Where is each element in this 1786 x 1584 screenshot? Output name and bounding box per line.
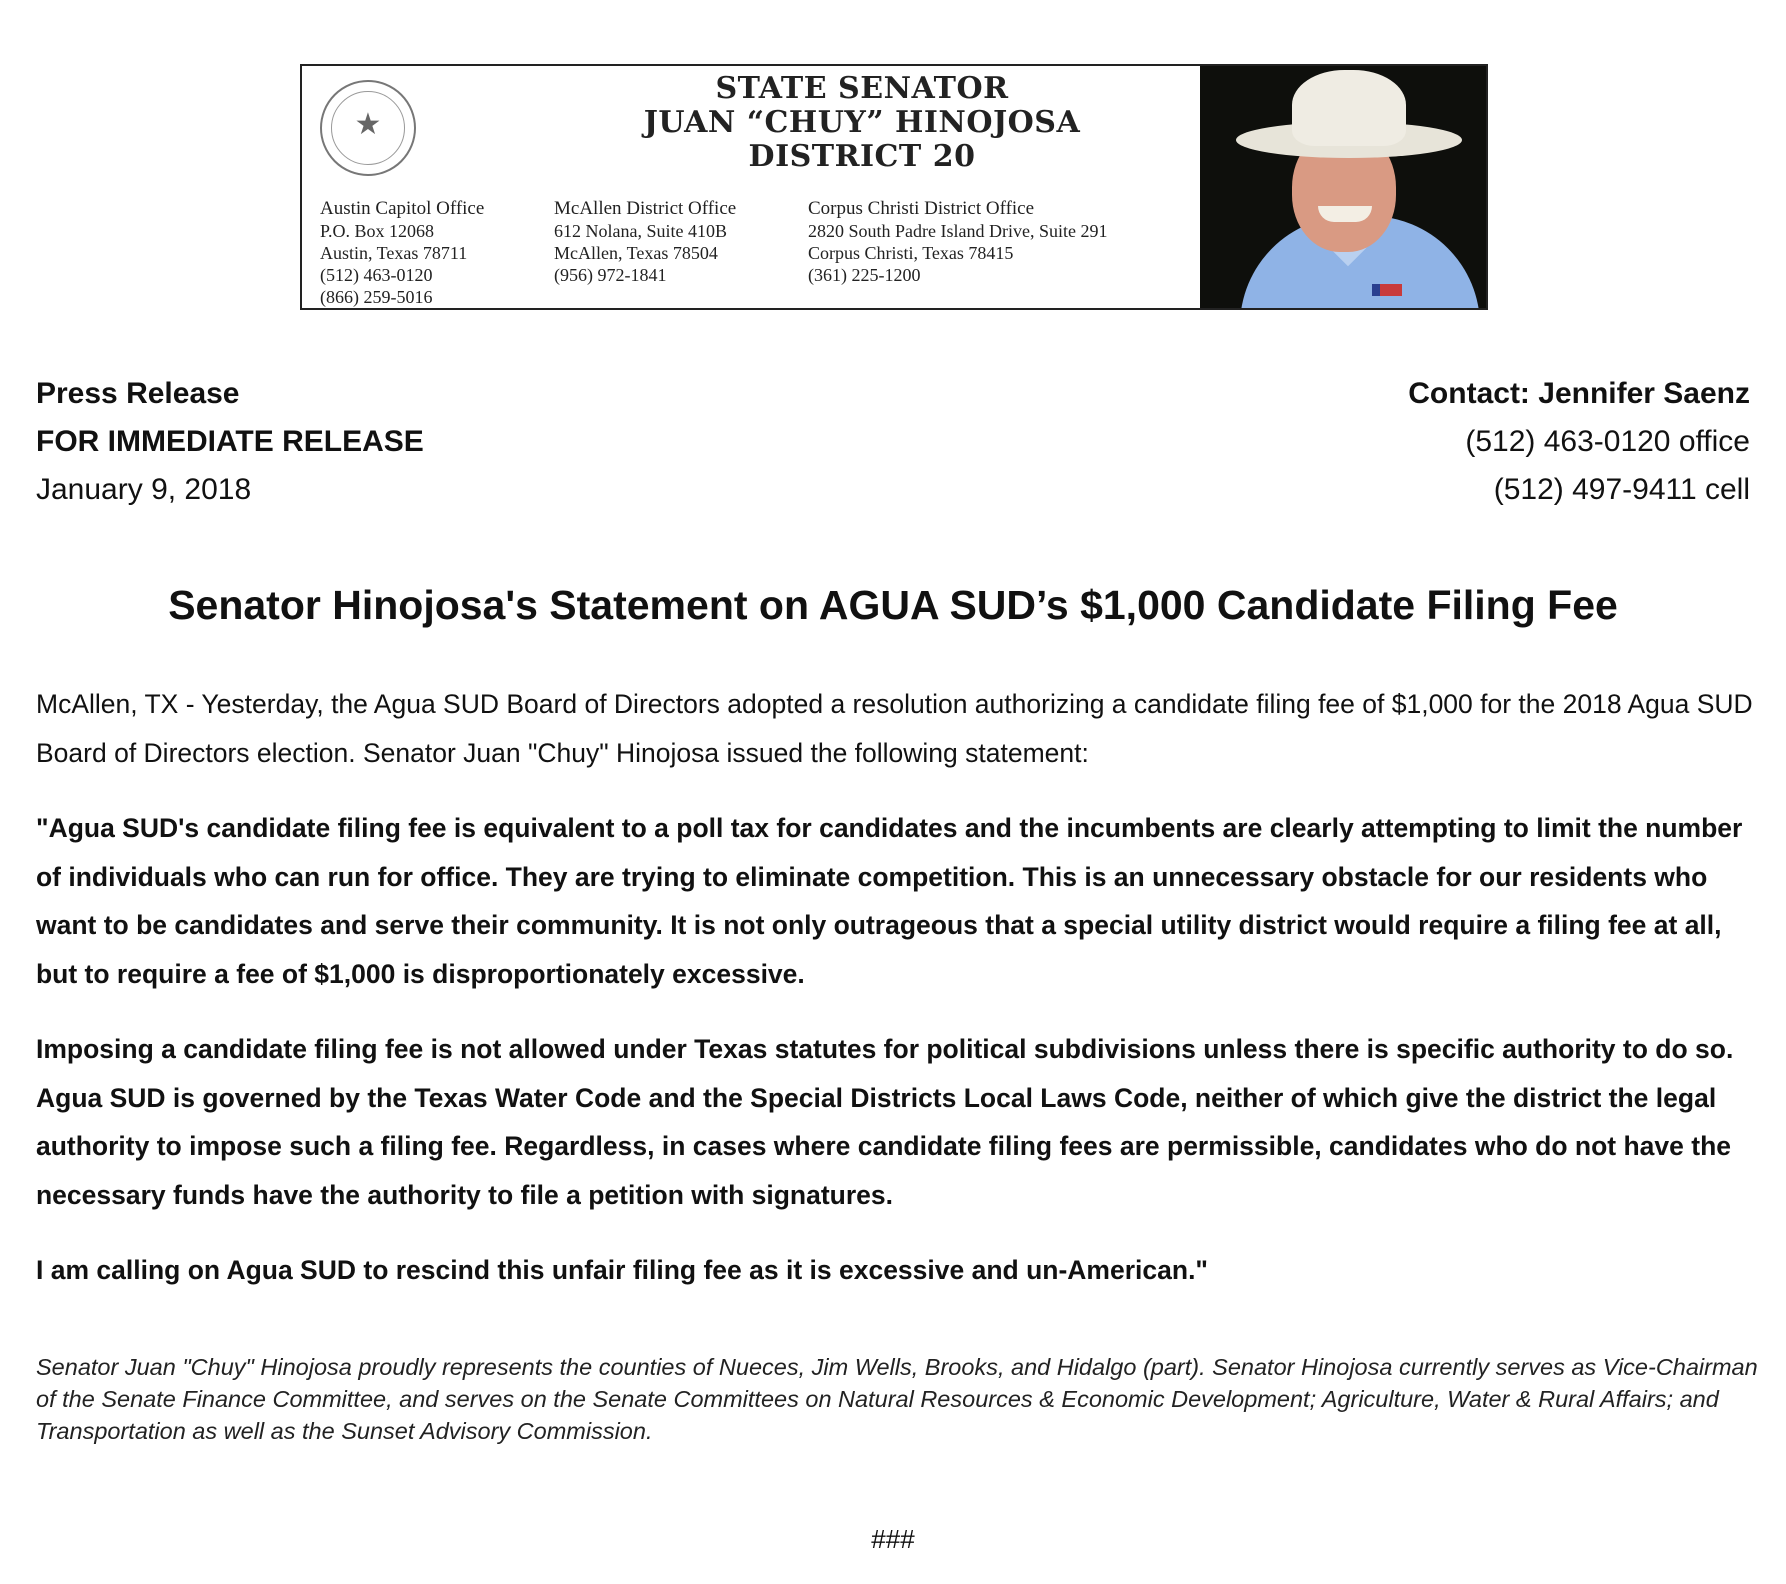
office-line: McAllen, Texas 78504 [554, 243, 718, 263]
office-line: P.O. Box 12068 [320, 221, 435, 241]
quote-paragraph-1 [36, 804, 1766, 998]
office-line: 612 Nolana, Suite 410B [554, 221, 727, 241]
letterhead [300, 64, 1488, 310]
release-type: Press Release [36, 377, 240, 410]
office-line: 2820 South Padre Island Drive, Suite 291 [808, 221, 1108, 241]
contact-info [1408, 370, 1750, 514]
office-corpus-christi [808, 198, 1107, 286]
contact-office-phone: (512) 463-0120 office [1465, 425, 1750, 458]
quote-text: Imposing a candidate filing fee is not allowed under Texas statutes for political subdivisions unless there is specific authority to do so. Agua SUD is governed by the Texas Water Code and the Special Districts Local Laws Code, neither of which give the district the legal authority to impose such a filing fee. Regardless, in cases where candidate filing fees are permissible, candidates who do not have the necessary funds have the authority to file a petition with signatures. [36, 1034, 1734, 1210]
office-mcallen [554, 198, 736, 286]
end-mark: ### [871, 1524, 915, 1554]
quote-paragraph-3 [36, 1246, 1766, 1295]
release-info [36, 370, 424, 514]
senator-portrait-photo [1200, 66, 1486, 308]
letterhead-title-line: JUAN “CHUY” HINOJOSA [643, 105, 1081, 140]
letterhead-title-line: DISTRICT 20 [748, 139, 976, 174]
release-date: January 9, 2018 [36, 473, 252, 506]
office-name: Corpus Christi District Office [808, 198, 1035, 219]
quote-text: "Agua SUD's candidate filing fee is equivalent to a poll tax for candidates and the incumbents are clearly attempting to limit the number of individuals who can run for office. They are trying to eliminate competition. This is an unnecessary obstacle for our residents who want to be candidates and serve their community. It is not only outrageous that a special utility district would require a filing fee at all, but to require a fee of $1,000 is disproportionately excessive. [36, 813, 1743, 989]
letterhead-title-line: STATE SENATOR [715, 71, 1009, 106]
office-line: (361) 225-1200 [808, 265, 921, 285]
senate-seal-icon [320, 80, 416, 176]
release-timing: FOR IMMEDIATE RELEASE [36, 425, 424, 458]
senator-bio: Senator Juan "Chuy" Hinojosa proudly represents the counties of Nueces, Jim Wells, Brooks, and Hidalgo (part). Senator Hinojosa currently serves as Vice-Chairman of the Senate Finance Committee, and serves on the Senate Committees on Natural Resources & Economic Development; Agriculture, Water & Rural Affairs; and Transportation as well as the Sunset Advisory Commission. [36, 1354, 1758, 1444]
press-release-title: Senator Hinojosa's Statement on AGUA SUD’s $1,000 Candidate Filing Fee [168, 582, 1618, 628]
office-line: Austin, Texas 78711 [320, 243, 468, 263]
office-name: Austin Capitol Office [320, 198, 485, 219]
office-name: McAllen District Office [554, 198, 737, 219]
contact-name: Contact: Jennifer Saenz [1408, 377, 1750, 410]
office-line: (512) 463-0120 [320, 265, 433, 285]
quote-text: I am calling on Agua SUD to rescind this unfair filing fee as it is excessive and un-American." [36, 1255, 1208, 1285]
contact-cell-phone: (512) 497-9411 cell [1493, 473, 1750, 506]
intro-text: McAllen, TX - Yesterday, the Agua SUD Board of Directors adopted a resolution authorizing a candidate filing fee of $1,000 for the 2018 Agua SUD Board of Directors election. Senator Juan "Chuy" Hinojosa issued the following statement: [36, 689, 1753, 768]
intro-paragraph [36, 680, 1766, 777]
flag-pin-icon [1372, 284, 1402, 296]
star-icon: ★ [354, 107, 382, 142]
office-line: Corpus Christi, Texas 78415 [808, 243, 1014, 263]
letterhead-title [502, 72, 1222, 174]
office-austin [320, 198, 484, 308]
office-line: (866) 259-5016 [320, 287, 433, 307]
office-line: (956) 972-1841 [554, 265, 667, 285]
quote-paragraph-2 [36, 1025, 1766, 1219]
